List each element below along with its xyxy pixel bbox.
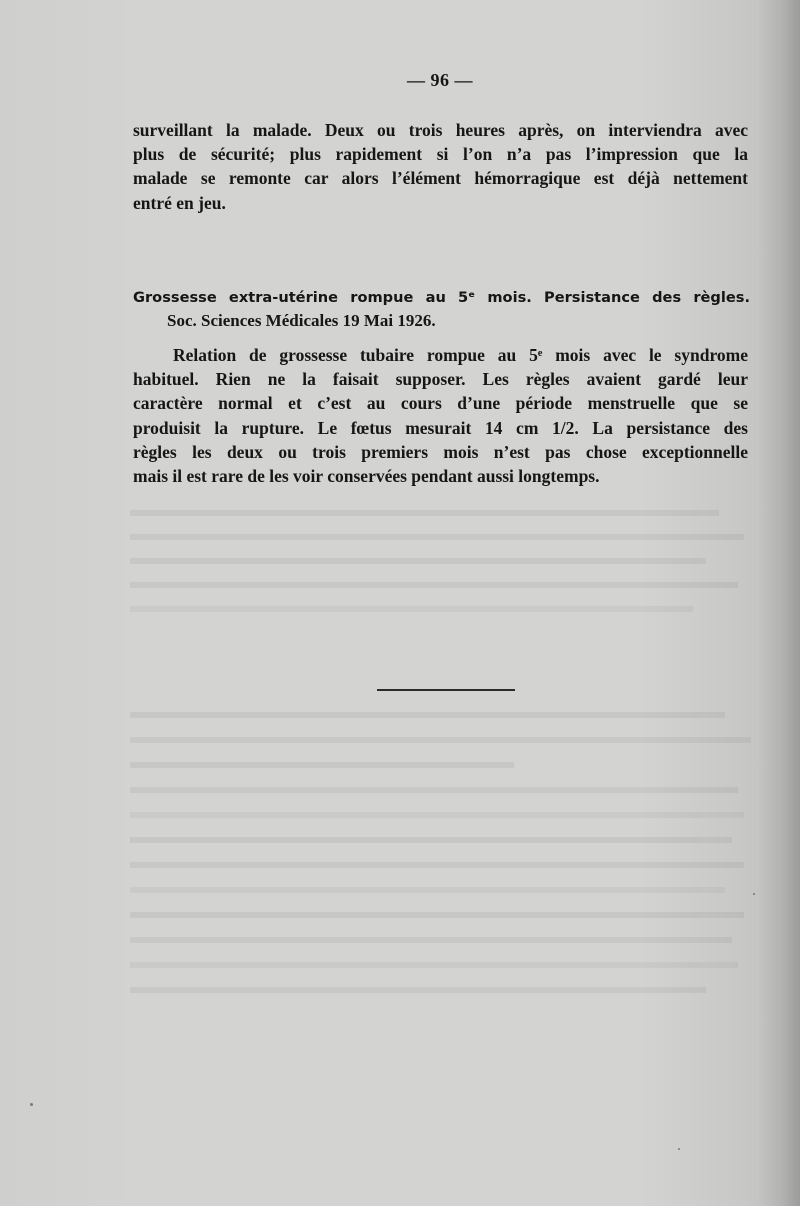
paper-speck [678,1148,680,1150]
section-heading: Grossesse extra-utérine rompue au 5ᵉ mois. Persistance des règles. [133,289,750,306]
paragraph-2-line: caractère normal et c’est au cours d’une période menstruelle que se [133,393,748,414]
paragraph-1-line: surveillant la malade. Deux ou trois heures après, on interviendra avec [133,120,748,140]
page-number: — 96 — [407,70,473,90]
paragraph-2-line: produisit la rupture. Le fœtus mesurait 14 cm 1/2. La persistance des [133,417,748,438]
paragraph-1-line: plus de sécurité; plus rapidement si l’on n’a pas l’impression que la [133,144,748,165]
paragraph-2-line: habituel. Rien ne la faisait supposer. Les règles avaient gardé leur [133,369,748,390]
section-reference: Soc. Sciences Médicales 19 Mai 1926. [167,311,436,330]
paragraph-1 [133,118,748,215]
paper-speck [30,1103,33,1106]
page-edge-shadow [758,0,800,1206]
paragraph-2 [133,343,748,488]
paper-speck [753,893,755,895]
paragraph-2-line: Relation de grossesse tubaire rompue au 5ᵉ mois avec le syndrome [173,345,748,365]
paragraph-1-line: malade se remonte car alors l’élément hémorragique est déjà nettement [133,168,748,189]
paragraph-2-line: mais il est rare de les voir conservées pendant aussi longtemps. [133,466,600,487]
bleed-through-texture-lower [130,700,770,1060]
section-divider-rule [377,689,515,691]
paragraph-2-line: règles les deux ou trois premiers mois n’est pas chose exceptionnelle [133,441,748,462]
bleed-through-texture [130,500,770,690]
paragraph-1-line: entré en jeu. [133,192,226,213]
